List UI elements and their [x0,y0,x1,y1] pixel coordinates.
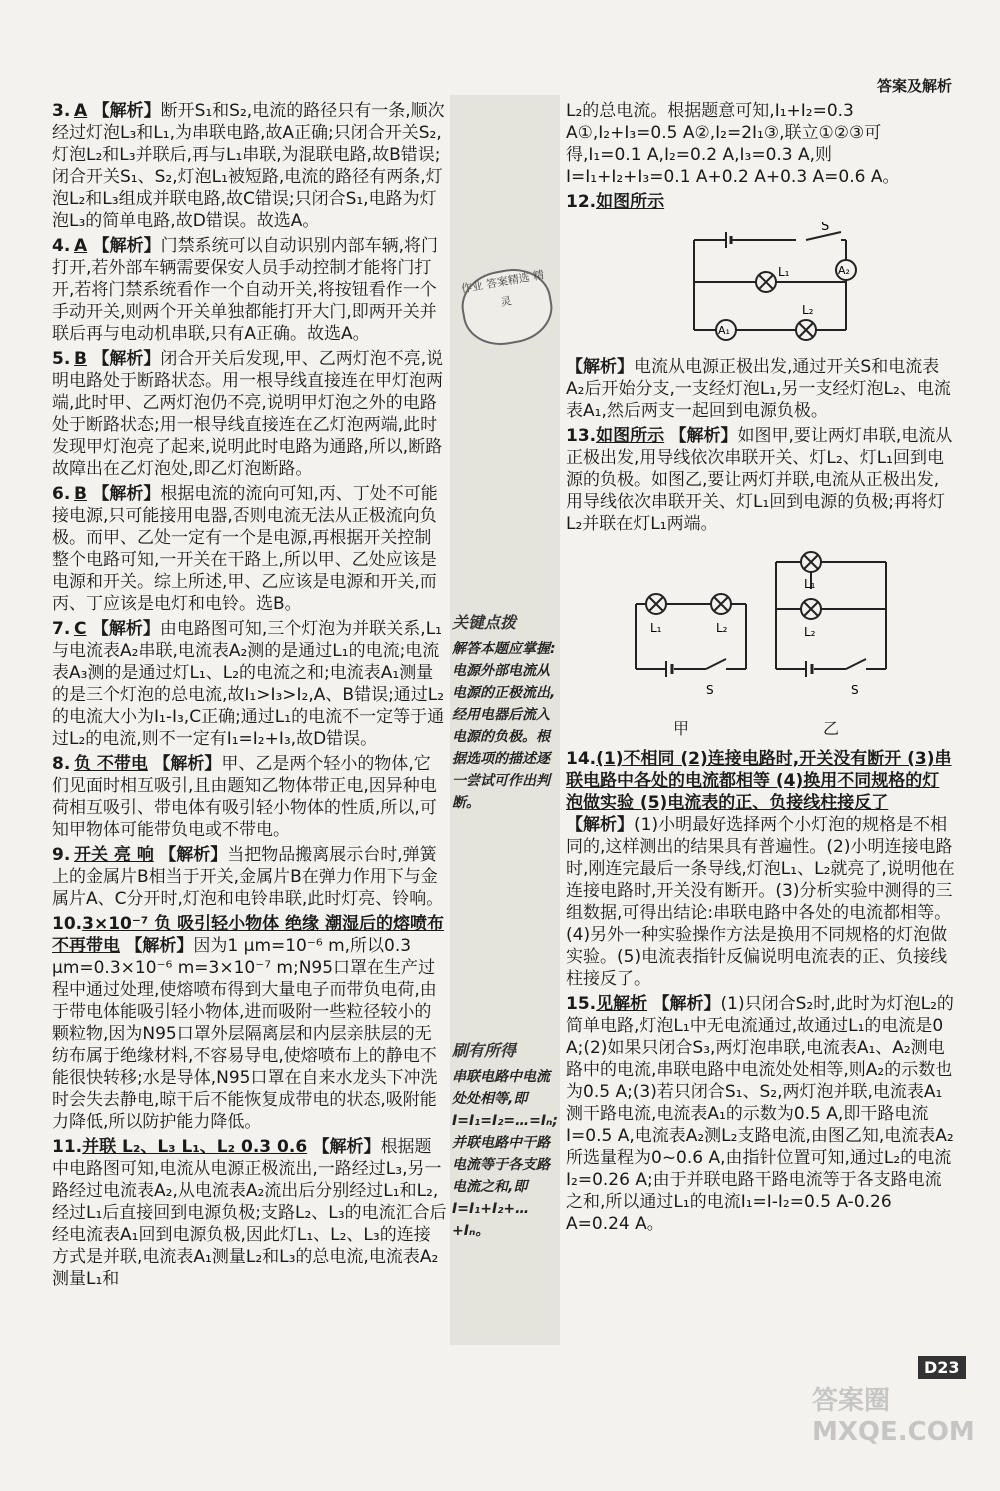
answer-item [566,100,956,188]
answer-item [566,191,956,213]
answer-item [566,356,956,422]
item-text: 根据电流的流向可知,丙、丁处不可能接电源,只可能接用电器,否则电流无法从正极流向负极。而甲、乙处一定有一个是电源,再根据开关控制整个电路可知,一开关在干路上,所以甲、乙处应该是电源和开关。综上所述,甲、乙应该是电源和开关,而丙、丁应该是电灯和电铃。选B。 [52,484,438,614]
item-answer: (1)不相同 (2)连接电路时,开关没有断开 (3)串联电路中各处的电流都相等 (4)换用不同规格的灯泡做实验 (5)电流表的正、负接线柱接反了 [566,749,952,813]
item-number: 4. [52,236,71,256]
watermark: 答案圈 MXQE.COM [812,1386,975,1447]
analysis-tag: 【解析】 [566,815,634,835]
item-text: 电流从电源正极出发,通过开关S和电流表A₂后开始分支,一支经灯泡L₁,另一支经灯泡L₂、电流表A₁,然后两支一起回到电源负极。 [566,357,951,421]
caption-jia: 甲 [672,719,689,738]
item-answer: B [74,349,87,369]
analysis-tag: 【解析】 [153,754,222,774]
item-answer: 负 不带电 [74,754,148,774]
item-number: 11. [52,1137,83,1157]
ammeter-a1-label: A₁ [718,324,730,337]
analysis-tag: 【解析】 [92,349,161,369]
item-answer: B [74,484,87,504]
answer-item [52,844,447,910]
item-answer: C [74,619,87,639]
circuit-diagram-12 [566,222,956,342]
lamp-l2-label: L₂ [804,625,816,639]
page-number: D23 [918,1356,966,1379]
analysis-tag: 【解析】 [312,1137,381,1157]
item-text: L₂的总电流。根据题意可知,I₁+I₂=0.3 A①,I₂+I₃=0.5 A②,I₂=2I₁③,联立①②③可得,I₁=0.1 A,I₂=0.2 A,I₃=0.3 A,则I=I₁+I₂+I₃=0.1 A+0.2 A+0.3 A=0.6 A。 [566,101,900,187]
gain-text: 串联电路中电流处处相等,即I=I₁=I₂=…=Iₙ;并联电路中干路电流等于各支路电流之和,即I=I₁+I₂+…+Iₙ。 [452,1069,558,1239]
item-answer: A [74,101,88,121]
analysis-tag: 【解析】 [92,484,161,504]
item-text: 断开S₁和S₂,电流的路径只有一条,顺次经过灯泡L₃和L₁,为串联电路,故A正确;只闭合开关S₂,灯泡L₂和L₃并联后,再与L₁串联,为混联电路,故B错误;闭合开关S₁、S₂,灯泡L₁被短路,电流的路径有两条,灯泡L₂和L₃组成并联电路,故C错误;只闭合S₁,电路为灯泡L₃的简单电路,故D错误。故选A。 [52,101,445,231]
item-text: 由电路图可知,三个灯泡为并联关系,L₁与电流表A₂串联,电流表A₂测的是通过L₁的电流;电流表A₃测的是通过灯L₁、L₂的电流之和;电流表A₁测量的是三个灯泡的总电流,故I₁>I₃>I₂,A、B错误;通过L₂的电流大小为I₁-I₃,C正确;通过L₁的电流不一定等于通过L₂的电流,则不一定有I₁=I₂+I₃,故D错误。 [52,619,445,749]
analysis-tag: 【解析】 [669,426,738,446]
lamp-l2-label: L₂ [716,621,728,635]
answer-item [52,483,447,615]
lamp-l2-label: L₂ [802,303,814,317]
item-answer: A [74,236,88,256]
gain-title: 刷有所得 [452,1041,517,1060]
answer-item [52,100,447,232]
answer-item [52,348,447,480]
lamp-l1-label: L₁ [650,621,662,635]
switch-label: S [821,222,830,234]
key-tips-text: 解答本题应掌握:电源外部电流从电源的正极流出,经用电器后流入电源的负极。根据选项的描述逐一尝试可作出判断。 [452,641,556,811]
gain-box [452,1040,558,1242]
right-column [566,100,956,1238]
answer-item [566,993,956,1235]
item-number: 6. [52,484,71,504]
diagram-captions [606,718,906,740]
item-answer: 如图所示 [596,426,665,446]
item-number: 3. [52,101,71,121]
circuit-diagram-13 [566,544,956,704]
item-text: (1)小明最好选择两个小灯泡的规格是不相同的,这样测出的结果具有普遍性。(2)小明连接电路时,刚连完最后一条导线,灯泡L₁、L₂就亮了,说明他在连接电路时,开关没有断开。(3)分析实验中测得的三组数据,可得出结论:串联电路中各处的电流都相等。(4)另外一种实验操作方法是换用不同规格的灯泡做实验。(5)电流表指针反偏说明电流表的正、负接线柱接反了。 [566,815,955,989]
item-number: 5. [52,349,71,369]
item-answer: 开关 亮 响 [74,845,154,865]
caption-yi: 乙 [822,719,839,738]
answer-item [566,748,956,990]
item-text: 当把物品搬离展示台时,弹簧上的金属片B相当于开关,金属片B在弹力作用下与金属片A、C分开时,灯泡和电铃串联,此时灯亮、铃响。 [52,845,444,909]
item-number: 10. [52,914,83,934]
page-header: 答案及解析 [876,77,952,95]
item-number: 15. [566,994,597,1014]
item-text: (1)只闭合S₂时,此时为灯泡L₂的简单电路,灯泡L₁中无电流通过,故通过L₁的电流是0 A;(2)如果只闭合S₃,两灯泡串联,电流表A₁、A₂测电路中的电流,串联电路中电流处处相等,则A₂的示数也为0.5 A;(3)若只闭合S₁、S₂,两灯泡并联,电流表A₁测干路电流,电流表A₁的示数为0.5 A,即干路电流I=0.5 A,电流表A₂测L₂支路电流,由图乙知,电流表A₂所选量程为0~0.6 A,由指针位置可知,通过L₂的电流I₂=0.26 A;由于并联电路干路电流等于各支路电流之和,所以通过L₁的电流I₁=I-I₂=0.5 A-0.26 A=0.24 A。 [566,994,954,1234]
item-number: 7. [52,619,71,639]
lamp-l1-label: L₁ [804,577,816,591]
stamp-badge: 作业 答案精选 精灵 [456,263,557,352]
analysis-tag: 【解析】 [91,619,160,639]
item-number: 9. [52,845,71,865]
key-tips-title: 关键点拨 [452,613,517,632]
answer-item [566,425,956,535]
answer-item [52,618,447,750]
answer-item [52,913,447,1133]
key-tips-box [452,612,558,814]
item-text: 根据题中电路图可知,电流从电源正极流出,一路经过L₃,另一路经过电流表A₂,从电流表A₂流出后分别经过L₁和L₂,经过L₁后直接回到电源负极;支路L₂、L₃的电流汇合后经电流表A₁回到电源负极,因此灯L₁、L₂、L₃的连接方式是并联,电流表A₁测量L₂和L₃的总电流,电流表A₂测量L₁和 [52,1137,447,1289]
item-answer: 见解析 [596,994,648,1014]
lamp-l1-label: L₁ [778,265,790,279]
answer-item [52,1136,447,1290]
analysis-tag: 【解析】 [652,994,721,1014]
item-answer: 并联 L₂、L₃ L₁、L₂ 0.3 0.6 [82,1137,308,1157]
answer-item [52,235,447,345]
ammeter-a2-label: A₂ [838,264,850,277]
item-answer: 如图所示 [596,192,665,212]
analysis-tag: 【解析】 [92,101,161,121]
item-number: 13. [566,426,597,446]
answer-item [52,753,447,841]
analysis-tag: 【解析】 [159,845,228,865]
left-column [52,100,447,1293]
item-number: 14. [566,749,597,769]
analysis-tag: 【解析】 [125,936,194,956]
item-text: 门禁系统可以自动识别内部车辆,将门打开,若外部车辆需要保安人员手动控制才能将门打开,若将门禁系统看作一个自动开关,将按钮看作一个手动开关,则两个开关单独都能打开大门,即两开关并联后再与电动机串联,只有A正确。故选A。 [52,236,438,344]
item-answer: 3×10⁻⁷ 负 吸引轻小物体 绝缘 潮湿后的熔喷布不再带电 [52,914,444,956]
item-text: 闭合开关后发现,甲、乙两灯泡不亮,说明电路处于断路状态。用一根导线直接连在甲灯泡两端,此时甲、乙两灯泡仍不亮,说明甲灯泡之外的电路处于断路状态;用一根导线直接连在乙灯泡两端,此时发现甲灯泡亮了起来,说明此时电路为通路,所以,断路故障出在乙灯泡处,即乙灯泡断路。 [52,349,444,479]
item-number: 12. [566,192,597,212]
item-text: 甲、乙是两个轻小的物体,它们见面时相互吸引,且由题知乙物体带正电,因异种电荷相互吸引、带电体有吸引轻小物体的性质,所以,可知甲物体可能带负电或不带电。 [52,754,437,840]
item-text: 如图甲,要让两灯串联,电流从正极出发,用导线依次串联开关、灯L₂、灯L₁回到电源的负极。如图乙,要让两灯并联,电流从正极出发,用导线依次串联开关、灯L₁回到电源的负极;再将灯L₂并联在灯L₁两端。 [566,426,953,534]
analysis-tag: 【解析】 [566,357,634,377]
item-number: 8. [52,754,71,774]
item-text: 因为1 μm=10⁻⁶ m,所以0.3 μm=0.3×10⁻⁶ m=3×10⁻⁷ m;N95口罩在生产过程中通过处理,使熔喷布得到大量电子而带负电荷,由于带电体能吸引轻小物体,进而吸附一些粒径较小的颗粒物,因为N95口罩外层隔离层和内层亲肤层的无纺布属于绝缘材料,不容易导电,使熔喷布上的静电不能很快转移;水是导体,N95口罩在自来水龙头下冲洗时会失去静电,晾干后不能恢复成带电的状态,吸附能力降低,所以防护能力降低。 [52,936,438,1132]
analysis-tag: 【解析】 [92,236,161,256]
switch-label: S [706,683,714,697]
switch-label: S [851,683,859,697]
